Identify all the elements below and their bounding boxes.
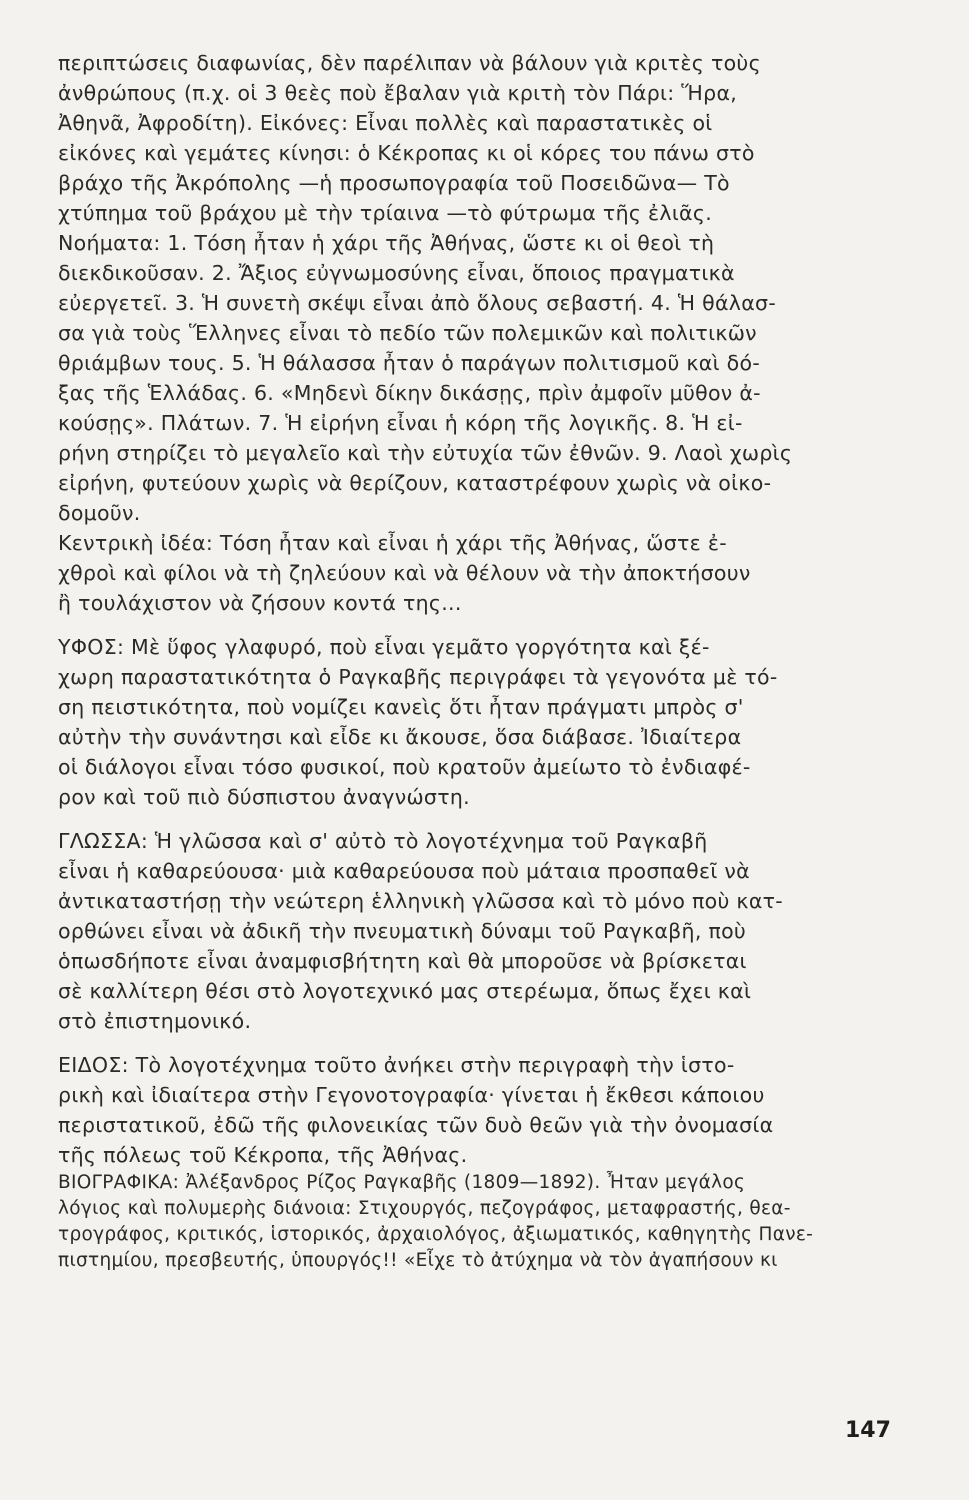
text-line: λόγιος καὶ πολυμερὴς διάνοια: Στιχουργός, πεζογράφος, μεταφραστής, θεα- xyxy=(58,1198,791,1219)
text-line xyxy=(58,1050,898,1080)
glossa-paragraph xyxy=(58,826,898,1036)
viografika-paragraph xyxy=(58,1170,898,1274)
text-run: : Τὸ λογοτέχνημα τοῦτο ἀνήκει στὴν περιγραφὴ τὴν ἱστο- xyxy=(121,1053,735,1077)
kentriki-label: Κεντρικὴ ἰδέα xyxy=(58,531,206,555)
text-run: : 1. Τόση ἦταν ἡ χάρι τῆς Ἀθήνας, ὥστε κι οἱ θεοὶ τὴ xyxy=(153,231,715,255)
text-line: χωρη παραστατικότητα ὁ Ραγκαβῆς περιγράφει τὰ γεγονότα μὲ τό- xyxy=(58,665,778,689)
text-line: αὐτὴν τὴν συνάντησι καὶ εἶδε κι ἄκουσε, ὅσα διάβασε. Ἰδιαίτερα xyxy=(58,725,742,749)
eidos-label: ΕΙΔΟΣ xyxy=(58,1053,122,1077)
text-line: ἢ τουλάχιστον νὰ ζήσουν κοντά της... xyxy=(58,591,462,615)
text-line: θριάμβων τους. 5. Ἡ θάλασσα ἦταν ὁ παράγων πολιτισμοῦ καὶ δό- xyxy=(58,351,761,375)
page-number: 147 xyxy=(845,1418,891,1443)
text-line: Ἀθηνᾶ, Ἀφροδίτη). Εἰκόνες: Εἶναι πολλὲς καὶ παραστατικὲς οἱ xyxy=(58,111,713,135)
text-line xyxy=(58,228,898,258)
text-line xyxy=(58,632,898,662)
text-line: εὐεργετεῖ. 3. Ἡ συνετὴ σκέψι εἶναι ἀπὸ ὅλους σεβαστή. 4. Ἡ θάλασ- xyxy=(58,291,777,315)
text-line: οἱ διάλογοι εἶναι τόσο φυσικοί, ποὺ κρατοῦν ἀμείωτο τὸ ἐνδιαφέ- xyxy=(58,755,751,779)
text-line: εἰρήνη, φυτεύουν χωρὶς νὰ θερίζουν, καταστρέφουν χωρὶς νὰ οἰκο- xyxy=(58,471,772,495)
spacer xyxy=(58,1036,898,1050)
text-run: : Ἀλέξανδρος Ρίζος Ραγκαβῆς (1809—1892). Ἦταν μεγάλος xyxy=(172,1172,746,1193)
text-line: πιστημίου, πρεσβευτής, ὑπουργός!! «Εἶχε τὸ ἀτύχημα νὰ τὸν ἀγαπήσουν κι xyxy=(58,1250,778,1271)
kentriki-paragraph xyxy=(58,528,898,618)
text-line: κούσῃς». Πλάτων. 7. Ἡ εἰρήνη εἶναι ἡ κόρη τῆς λογικῆς. 8. Ἡ εἰ- xyxy=(58,411,743,435)
text-line: δομοῦν. xyxy=(58,501,141,525)
text-line: τρογράφος, κριτικός, ἱστορικός, ἀρχαιολόγος, ἀξιωματικός, καθηγητὴς Πανε- xyxy=(58,1224,814,1245)
text-line xyxy=(58,1170,898,1196)
intro-paragraph xyxy=(58,48,898,228)
text-run: : Μὲ ὕφος γλαφυρό, ποὺ εἶναι γεμᾶτο γοργότητα καὶ ξέ- xyxy=(116,635,710,659)
text-line: βράχο τῆς Ἀκρόπολης —ἡ προσωπογραφία τοῦ Ποσειδῶνα— Τὸ xyxy=(58,171,730,195)
noimata-paragraph xyxy=(58,228,898,528)
text-line: ορθώνει εἶναι νὰ ἀδικῆ τὴν πνευματικὴ δύναμι τοῦ Ραγκαβῆ, ποὺ xyxy=(58,919,747,943)
text-line: χτύπημα τοῦ βράχου μὲ τὴν τρίαινα —τὸ φύτρωμα τῆς ἐλιᾶς. xyxy=(58,201,713,225)
viografika-label: ΒΙΟΓΡΑΦΙΚΑ xyxy=(58,1172,173,1193)
spacer xyxy=(58,812,898,826)
page-text xyxy=(58,48,898,1274)
text-line: ση πειστικότητα, ποὺ νομίζει κανεὶς ὅτι ἦταν πράγματι μπρὸς σ' xyxy=(58,695,744,719)
eidos-paragraph xyxy=(58,1050,898,1170)
text-run: : Ἡ γλῶσσα καὶ σ' αὐτὸ τὸ λογοτέχνημα τοῦ Ραγκαβῆ xyxy=(140,829,708,853)
noimata-label: Νοήματα xyxy=(58,231,154,255)
text-line: ὁπωσδήποτε εἶναι ἀναμφισβήτητη καὶ θὰ μποροῦσε νὰ βρίσκεται xyxy=(58,949,747,973)
text-line: εἶναι ἡ καθαρεύουσα· μιὰ καθαρεύουσα ποὺ μάταια προσπαθεῖ νὰ xyxy=(58,859,750,883)
glossa-label: ΓΛΩΣΣΑ xyxy=(58,829,141,853)
text-line: ἀντικαταστήσῃ τὴν νεώτερη ἑλληνικὴ γλῶσσα καὶ τὸ μόνο ποὺ κατ- xyxy=(58,889,783,913)
spacer xyxy=(58,618,898,632)
yfos-label: ΥΦΟΣ xyxy=(58,635,117,659)
text-line: περιπτώσεις διαφωνίας, δὲν παρέλιπαν νὰ βάλουν γιὰ κριτὲς τοὺς xyxy=(58,51,761,75)
text-line: σα γιὰ τοὺς Ἕλληνες εἶναι τὸ πεδίο τῶν πολεμικῶν καὶ πολιτικῶν xyxy=(58,321,757,345)
text-line: στὸ ἐπιστημονικό. xyxy=(58,1009,252,1033)
text-line: σὲ καλλίτερη θέσι στὸ λογοτεχνικό μας στερέωμα, ὅπως ἔχει καὶ xyxy=(58,979,752,1003)
text-line: χθροὶ καὶ φίλοι νὰ τὴ ζηλεύουν καὶ νὰ θέλουν νὰ τὴν ἀποκτήσουν xyxy=(58,561,751,585)
text-line: ρικὴ καὶ ἰδιαίτερα στὴν Γεγονοτογραφία· γίνεται ἡ ἔκθεσι κάποιου xyxy=(58,1083,765,1107)
yfos-paragraph xyxy=(58,632,898,812)
text-line: διεκδικοῦσαν. 2. Ἄξιος εὐγνωμοσύνης εἶναι, ὅποιος πραγματικὰ xyxy=(58,261,735,285)
text-line: περιστατικοῦ, ἐδῶ τῆς φιλονεικίας τῶν δυὸ θεῶν γιὰ τὴν ὀνομασία xyxy=(58,1113,774,1137)
text-line: ξας τῆς Ἑλλάδας. 6. «Μηδενὶ δίκην δικάσῃς, πρὶν ἀμφοῖν μῦθον ἀ- xyxy=(58,381,761,405)
text-line: ρήνη στηρίζει τὸ μεγαλεῖο καὶ τὴν εὐτυχία τῶν ἐθνῶν. 9. Λαοὶ χωρὶς xyxy=(58,441,793,465)
text-line: ἀνθρώπους (π.χ. οἱ 3 θεὲς ποὺ ἔβαλαν γιὰ κριτὴ τὸν Πάρι: Ἥρα, xyxy=(58,81,738,105)
text-line xyxy=(58,826,898,856)
text-line: εἰκόνες καὶ γεμάτες κίνησι: ὁ Κέκροπας κι οἱ κόρες του πάνω στὸ xyxy=(58,141,755,165)
text-line xyxy=(58,528,898,558)
text-run: : Τόση ἦταν καὶ εἶναι ἡ χάρι τῆς Ἀθήνας, ὥστε ἐ- xyxy=(205,531,727,555)
text-line: ρον καὶ τοῦ πιὸ δύσπιστου ἀναγνώστη. xyxy=(58,785,470,809)
text-line: τῆς πόλεως τοῦ Κέκροπα, τῆς Ἀθήνας. xyxy=(58,1143,468,1167)
